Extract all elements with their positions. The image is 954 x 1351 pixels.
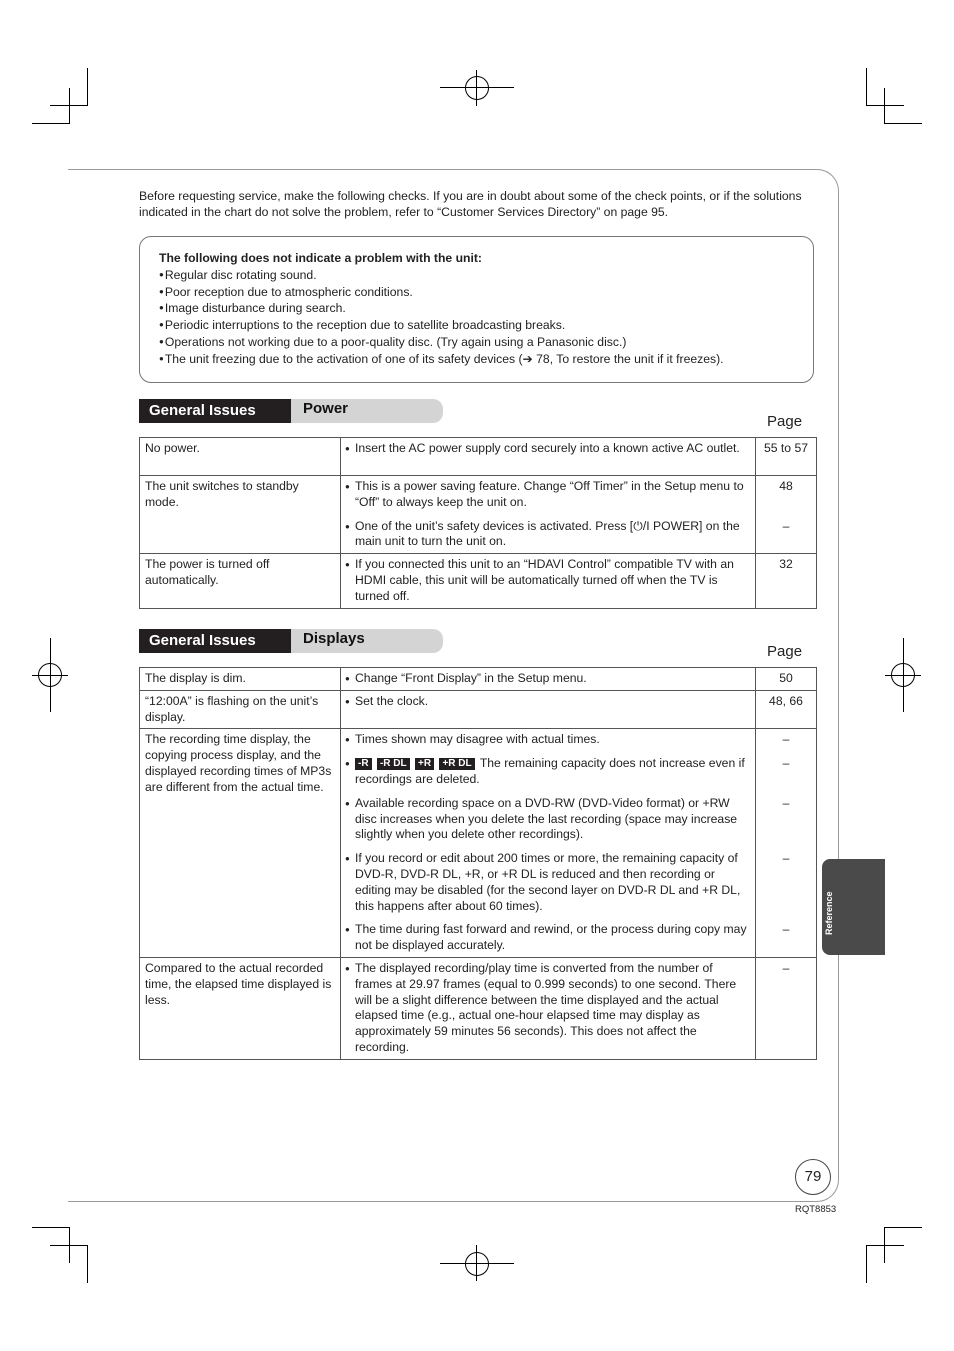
solution-entry: ● The displayed recording/play time is converted from the number of frames at 29.97 frames (equal to 0.999 seconds) to one second. There will be a slight difference between the time displayed and the actual elapsed time (e.g., actual one-hour elapsed time may display as approximately 59 minutes 56 seconds). This does not affect the recording. — [345, 961, 750, 1056]
solution-cell — [341, 476, 756, 554]
page-column-label: Page — [767, 643, 803, 660]
notice-list — [159, 267, 793, 368]
page-cell — [756, 438, 817, 476]
registration-circle — [465, 76, 489, 100]
solution-cell — [341, 729, 756, 958]
reference-tab — [822, 859, 885, 955]
page-cell — [756, 957, 817, 1059]
crop-mark — [69, 88, 70, 124]
table-row — [140, 554, 817, 608]
section-header: General Issues — [139, 629, 291, 653]
solution-entry: ● Change “Front Display” in the Setup menu. — [345, 671, 750, 687]
list-item: ● Poor reception due to atmospheric conditions. — [159, 284, 793, 301]
problem-cell: The recording time display, the copying process display, and the displayed recording times of MP3s are different from the actual time. — [140, 729, 341, 958]
crop-mark — [32, 123, 70, 124]
crop-mark — [884, 88, 885, 124]
page-cell — [756, 690, 817, 729]
table-row — [140, 690, 817, 729]
page-frame-top — [68, 169, 810, 170]
crop-mark — [866, 105, 904, 106]
solution-text: The remaining capacity does not increase even if recordings are deleted. — [355, 756, 745, 786]
page-ref: – — [782, 795, 790, 810]
solution-entry: ● Set the clock. — [345, 694, 750, 710]
solution-cell — [341, 668, 756, 691]
solution-entry: ● If you connected this unit to an “HDAVI Control” compatible TV with an HDMI cable, this unit will be automatically turned off when the TV is turned off. — [345, 557, 750, 604]
page-frame-bottom — [68, 1201, 810, 1202]
solution-cell — [341, 957, 756, 1059]
solution-cell — [341, 438, 756, 476]
page-ref: – — [782, 922, 790, 937]
problem-cell: The power is turned off automatically. — [140, 554, 341, 608]
crop-mark — [884, 1227, 922, 1228]
list-item: ● The unit freezing due to the activation of one of its safety devices (➔ 78, To restore the unit if it freezes). — [159, 351, 793, 368]
solution-entry: ● Times shown may disagree with actual times. — [345, 732, 750, 748]
page-ref: – — [782, 756, 790, 771]
page-cell — [756, 476, 817, 554]
solution-entry: ● The time during fast forward and rewind, or the process during copy may not be displayed accurately. — [345, 922, 750, 954]
table-row — [140, 957, 817, 1059]
crop-mark — [866, 1245, 904, 1246]
crop-mark — [866, 68, 867, 106]
solution-entry: ● Available recording space on a DVD-RW (DVD-Video format) or +RW disc increases when you delete the last recording (space may increase slightly when you delete other recordings). — [345, 796, 750, 843]
solution-cell — [341, 690, 756, 729]
solution-cell — [341, 554, 756, 608]
registration-circle — [465, 1252, 489, 1276]
solution-entry: ● If you record or edit about 200 times or more, the remaining capacity of DVD-R, DVD-R DL, +R, or +R DL is reduced and then recording or editing may be disabled (for the second layer on DVD-R DL and +R DL, this happens after about 60 times). — [345, 851, 750, 914]
reference-tab-label: Reference — [824, 891, 834, 935]
displays-table — [139, 667, 817, 1060]
section-subheader: Displays — [291, 629, 443, 653]
list-item: ● Image disturbance during search. — [159, 300, 793, 317]
page-ref: – — [782, 851, 790, 866]
crop-mark — [87, 68, 88, 106]
crop-mark — [32, 1227, 70, 1228]
notice-box — [139, 236, 814, 383]
disc-tag-plus-r: +R — [415, 758, 434, 770]
registration-circle — [38, 663, 62, 687]
crop-mark — [87, 1245, 88, 1283]
disc-tag-plus-r-dl: +R DL — [439, 758, 474, 770]
page-cell — [756, 668, 817, 691]
page-cell — [756, 554, 817, 608]
intro-text: Before requesting service, make the following checks. If you are in doubt about some of the check points, or if the solutions indicated in the chart do not solve the problem, refer to “Customer Services Directory” on page 95. — [139, 189, 802, 219]
page-cell — [756, 729, 817, 958]
registration-circle — [891, 663, 915, 687]
solution-entry: ● This is a power saving feature. Change “Off Timer” in the Setup menu to “Off” to always keep the unit on. — [345, 479, 750, 511]
solution-entry: ● One of the unit’s safety devices is activated. Press [⏻/I POWER] on the main unit to turn the unit on. — [345, 519, 750, 551]
disc-tag-r: -R — [355, 758, 372, 770]
crop-mark — [50, 105, 88, 106]
page-ref: 32 — [779, 557, 793, 572]
section-header: General Issues — [139, 399, 291, 423]
table-row — [140, 438, 817, 476]
list-item: ● Periodic interruptions to the reception due to satellite broadcasting breaks. — [159, 317, 793, 334]
page-ref: 48 — [779, 479, 793, 493]
page-ref: – — [782, 732, 790, 747]
page-ref: – — [782, 518, 790, 533]
document-code: RQT8853 — [795, 1204, 837, 1215]
table-row — [140, 668, 817, 691]
solution-entry — [345, 756, 750, 788]
list-item: ● Operations not working due to a poor-quality disc. (Try again using a Panasonic disc.) — [159, 334, 793, 351]
problem-cell: No power. — [140, 438, 341, 476]
problem-cell: “12:00A” is flashing on the unit’s display. — [140, 690, 341, 729]
problem-cell: The display is dim. — [140, 668, 341, 691]
section-subheader: Power — [291, 399, 443, 423]
page-ref: 50 — [779, 671, 793, 685]
problem-cell: The unit switches to standby mode. — [140, 476, 341, 554]
notice-title: The following does not indicate a problem with the unit: — [159, 251, 482, 265]
crop-mark — [866, 1245, 867, 1283]
solution-entry: ● Insert the AC power supply cord securely into a known active AC outlet. — [345, 441, 750, 457]
page-number: 79 — [795, 1159, 831, 1195]
problem-cell: Compared to the actual recorded time, the elapsed time displayed is less. — [140, 957, 341, 1059]
crop-mark — [50, 1245, 88, 1246]
page-ref: 48, 66 — [769, 693, 803, 708]
table-row — [140, 729, 817, 958]
power-table — [139, 437, 817, 609]
table-row — [140, 476, 817, 554]
page-column-label: Page — [767, 413, 803, 430]
list-item: ● Regular disc rotating sound. — [159, 267, 793, 284]
page-ref: 55 to 57 — [763, 441, 809, 455]
disc-tag-r-dl: -R DL — [377, 758, 410, 770]
page-ref: – — [782, 960, 790, 975]
crop-mark — [884, 123, 922, 124]
